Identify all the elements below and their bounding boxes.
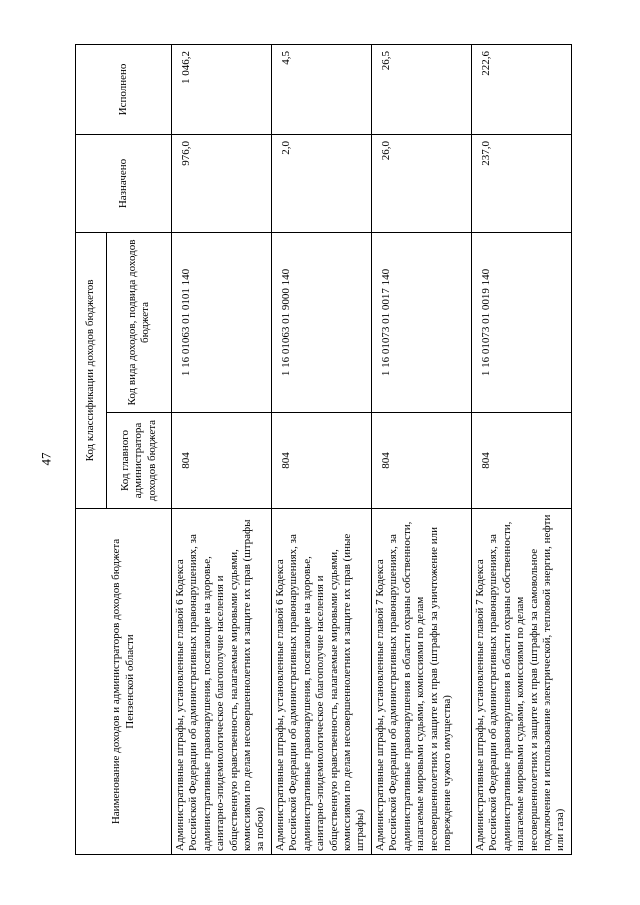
row-revenue-code: 1 16 01063 01 9000 140 (272, 233, 372, 413)
row-revenue-code: 1 16 01073 01 0019 140 (472, 233, 572, 413)
row-planned: 2,0 (272, 135, 372, 233)
rotated-table-container (75, 45, 567, 855)
row-executed: 26,5 (372, 45, 472, 135)
row-planned: 26,0 (372, 135, 472, 233)
row-revenue-code: 1 16 01063 01 0101 140 (172, 233, 272, 413)
header-revenue-code: Код вида доходов, подвида доходов бюджета (107, 233, 172, 413)
revenue-table (75, 44, 572, 855)
row-revenue-code: 1 16 01073 01 0017 140 (372, 233, 472, 413)
row-name: Административные штрафы, установленные главой 6 Кодекса Российской Федерации об административных правонарушениях, за административные правонарушения, посягающие на здоровье, санитарно-эпидемиологическое благополучие населения и общественную нравственность, налагаемые мировыми судьями, комиссиями по делам несовершеннолетних и защите их прав (иные штрафы) (272, 509, 372, 855)
row-planned: 976,0 (172, 135, 272, 233)
header-executed: Исполнено (76, 45, 172, 135)
table-row (272, 45, 372, 855)
row-name: Административные штрафы, установленные главой 7 Кодекса Российской Федерации об административных правонарушениях, за административные правонарушения в области охраны собственности, налагаемые мировыми судьями, комиссиями по делам несовершеннолетних и защите их прав (штрафы за уничтожение или повреждение чужого имущества) (372, 509, 472, 855)
row-executed: 222,6 (472, 45, 572, 135)
row-name: Административные штрафы, установленные главой 6 Кодекса Российской Федерации об административных правонарушениях, за административные правонарушения, посягающие на здоровье, санитарно-эпидемиологическое благополучие населения и общественную нравственность, налагаемые мировыми судьями, комиссиями по делам несовершеннолетних и защите их прав (штрафы за побои) (172, 509, 272, 855)
header-classification: Код классификации доходов бюджетов (76, 233, 107, 509)
header-name: Наименование доходов и администраторов доходов бюджета Пензенской области (76, 509, 172, 855)
row-executed: 4,5 (272, 45, 372, 135)
row-executed: 1 046,2 (172, 45, 272, 135)
header-administrator-code: Код главного администратора доходов бюджета (107, 413, 172, 509)
row-name: Административные штрафы, установленные главой 7 Кодекса Российской Федерации об административных правонарушениях, за административные правонарушения в области охраны собственности, налагаемые мировыми судьями, комиссиями по делам несовершеннолетних и защите их прав (штрафы за самовольное подключение и использование электрической, тепловой энергии, нефти или газа) (472, 509, 572, 855)
row-admin-code: 804 (472, 413, 572, 509)
table-row (372, 45, 472, 855)
row-admin-code: 804 (172, 413, 272, 509)
table-row (472, 45, 572, 855)
row-admin-code: 804 (272, 413, 372, 509)
page-number: 47 (38, 452, 54, 466)
row-admin-code: 804 (372, 413, 472, 509)
row-planned: 237,0 (472, 135, 572, 233)
header-planned: Назначено (76, 135, 172, 233)
table-row (172, 45, 272, 855)
